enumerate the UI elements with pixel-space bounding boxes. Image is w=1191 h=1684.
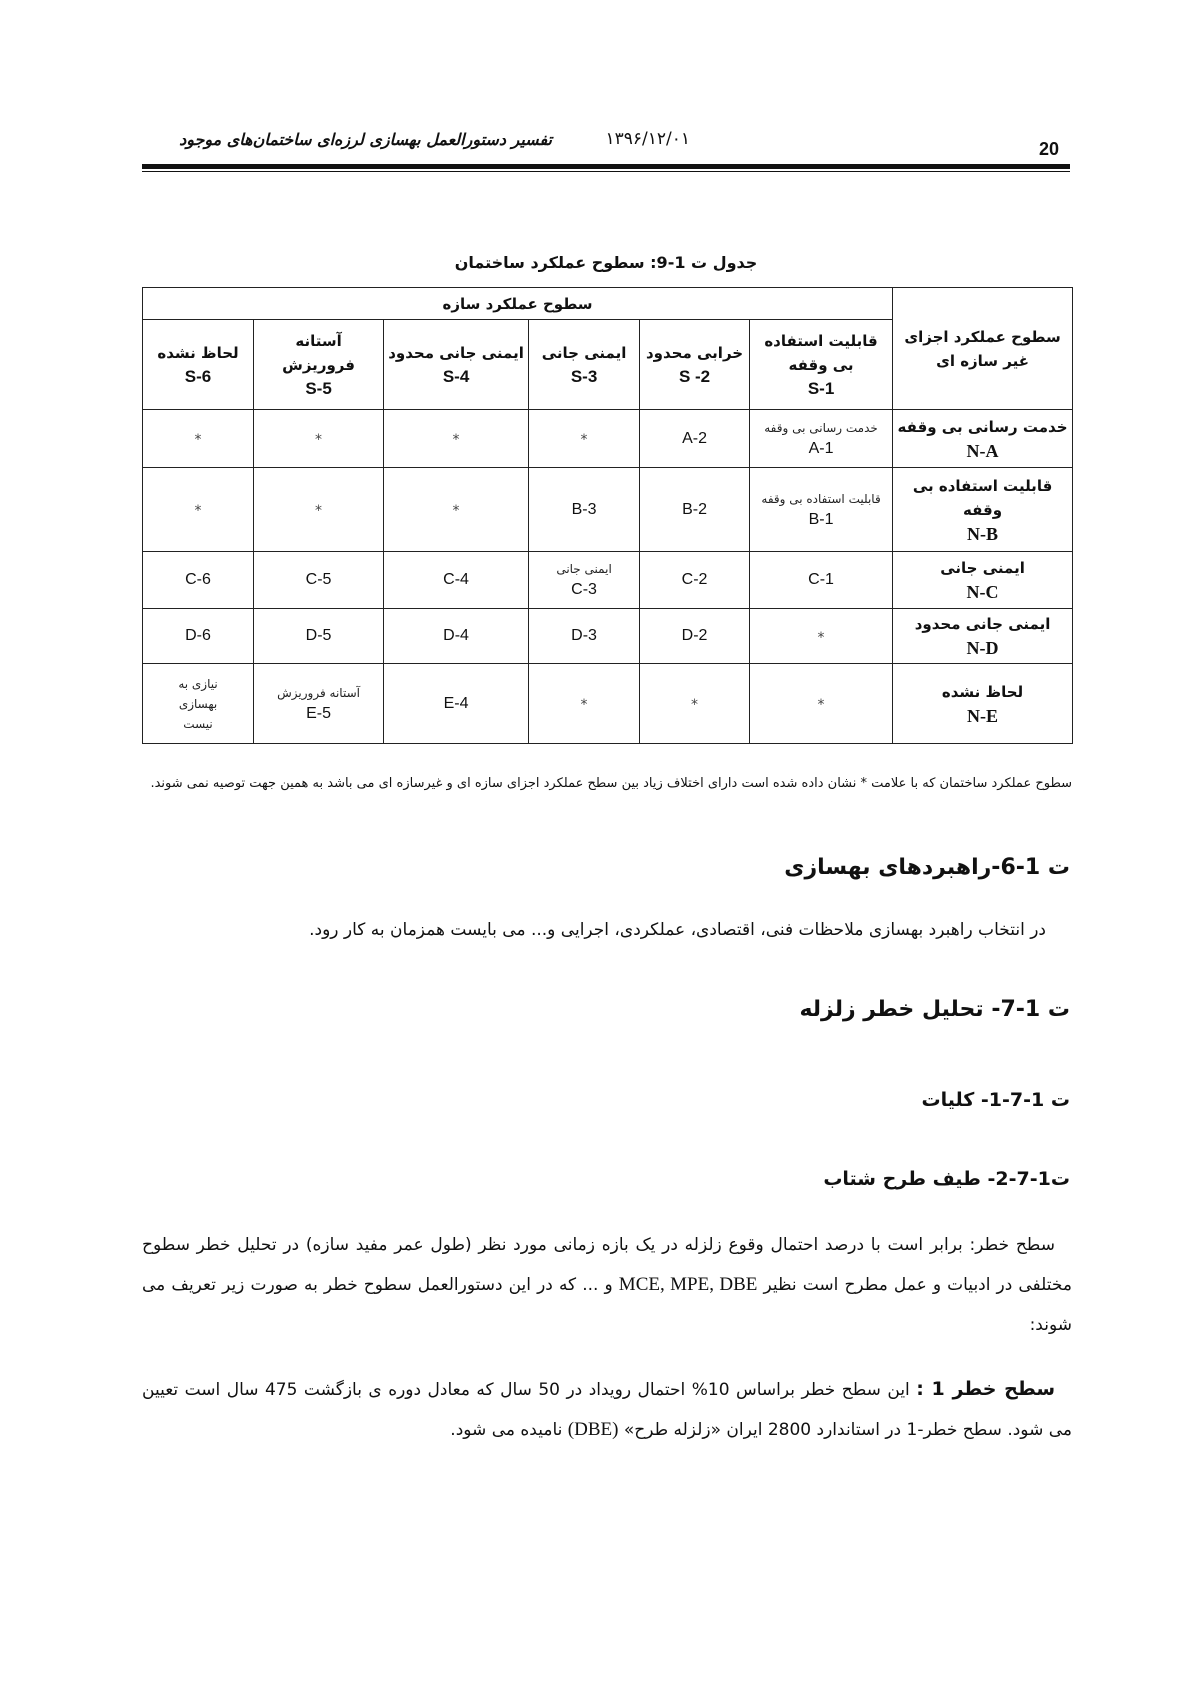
column-header: آستانه فروریزش S-5 — [254, 320, 384, 410]
hazard-level-1-paragraph: سطح خطر 1 : این سطح خطر براساس 10% احتمال رویداد در 50 سال که معادل دوره ی بازگشت 475 سال است تعیین می شود. سطح خطر-1 در استاندارد 2800 ایران «زلزله طرح» (DBE) نامیده می شود. — [142, 1378, 1072, 1440]
group-header-cell — [143, 288, 893, 320]
section-6-text: در انتخاب راهبرد بهسازی ملاحظات فنی، اقتصادی، عملکردی، اجرایی و... می بایست همزمان به کار رود. — [309, 920, 1046, 940]
column-header: قابلیت استفاده بی وقفه S-1 — [750, 320, 893, 410]
page-header — [142, 122, 1070, 162]
table-cell: * — [143, 468, 254, 552]
table-cell: قابلیت استفاده بی وقفه B-1 — [750, 468, 893, 552]
table-cell: خدمت رسانی بی وقفه A-1 — [750, 410, 893, 468]
table-cell: * — [750, 609, 893, 664]
header-rule — [142, 164, 1070, 169]
table-row — [143, 664, 1073, 744]
header-date: ۱۳۹۶/۱۲/۰۱ — [605, 129, 690, 149]
table-cell: نیازی به بهسازی نیست — [143, 664, 254, 744]
table-cell: E-4 — [384, 664, 529, 744]
header-title: تفسیر دستورالعمل بهسازی لرزه‌ای ساختمان‌های موجود — [179, 130, 552, 149]
row-header: ایمنی جانی محدود N-D — [893, 609, 1073, 664]
table-cell: C-5 — [254, 552, 384, 609]
table-cell: B-3 — [529, 468, 640, 552]
table-footnote: سطوح عملکرد ساختمان که با علامت * نشان داده شده است دارای اختلاف زیاد بین سطح عملکرد اجزای سازه ای و غیرسازه ای می باشد به همین جهت توصیه نمی شوند. — [150, 776, 1072, 791]
table-cell: D-5 — [254, 609, 384, 664]
table-cell: * — [384, 468, 529, 552]
table-cell: * — [254, 468, 384, 552]
table-cell: D-6 — [143, 609, 254, 664]
table-cell: * — [254, 410, 384, 468]
table-row — [143, 468, 1073, 552]
section-6-heading: ت 1-6-راهبردهای بهسازی — [784, 855, 1070, 880]
corner-header-cell — [893, 288, 1073, 410]
table-cell: A-2 — [640, 410, 750, 468]
table-caption: جدول ت 1-9: سطوح عملکرد ساختمان — [454, 253, 758, 272]
table-cell: D-3 — [529, 609, 640, 664]
table-cell: D-4 — [384, 609, 529, 664]
column-header: ایمنی جانی محدود S-4 — [384, 320, 529, 410]
section-7-2-heading: ت1-7-2- طیف طرح شتاب — [823, 1168, 1070, 1190]
column-header: ایمنی جانی S-3 — [529, 320, 640, 410]
table-cell: * — [529, 410, 640, 468]
page-number: 20 — [1039, 139, 1060, 159]
table-cell: * — [529, 664, 640, 744]
performance-levels-table — [142, 287, 1073, 744]
table-cell: C-2 — [640, 552, 750, 609]
corner-header: سطوح عملکرد اجزای غیر سازه ای — [904, 327, 1061, 370]
table-cell: C-6 — [143, 552, 254, 609]
table-cell: * — [750, 664, 893, 744]
header-rule-thin — [142, 171, 1070, 172]
table-cell: آستانه فروریزش E-5 — [254, 664, 384, 744]
table-cell: C-1 — [750, 552, 893, 609]
table-cell: * — [384, 410, 529, 468]
row-header: ایمنی جانی N-C — [893, 552, 1073, 609]
table-cell: * — [143, 410, 254, 468]
section-7-1-heading: ت 1-7-1- کلیات — [921, 1089, 1070, 1111]
row-header: لحاظ نشده N-E — [893, 664, 1073, 744]
table-cell: * — [640, 664, 750, 744]
row-header: خدمت رسانی بی وقفه N-A — [893, 410, 1073, 468]
group-header: سطوح عملکرد سازه — [442, 294, 593, 313]
table-row — [143, 410, 1073, 468]
table-cell: B-2 — [640, 468, 750, 552]
table-cell: ایمنی جانی C-3 — [529, 552, 640, 609]
section-7-heading: ت 1-7- تحلیل خطر زلزله — [799, 997, 1070, 1022]
column-header: خرابی محدود S -2 — [640, 320, 750, 410]
hazard-level-paragraph: سطح خطر: برابر است با درصد احتمال وقوع زلزله در یک بازه زمانی مورد نظر (طول عمر مفید سازه) در تحلیل خطر سطوح مختلفی در ادبیات و عمل مطرح است نظیر MCE, MPE, DBE و ... که در این دستورالعمل سطوح خطر به صورت زیر تعریف می شوند: — [142, 1235, 1072, 1335]
table-row — [143, 552, 1073, 609]
column-header: لحاظ نشده S-6 — [143, 320, 254, 410]
table-cell: C-4 — [384, 552, 529, 609]
row-header: قابلیت استفاده بی وقفه N-B — [893, 468, 1073, 552]
table-cell: D-2 — [640, 609, 750, 664]
table-row — [143, 609, 1073, 664]
